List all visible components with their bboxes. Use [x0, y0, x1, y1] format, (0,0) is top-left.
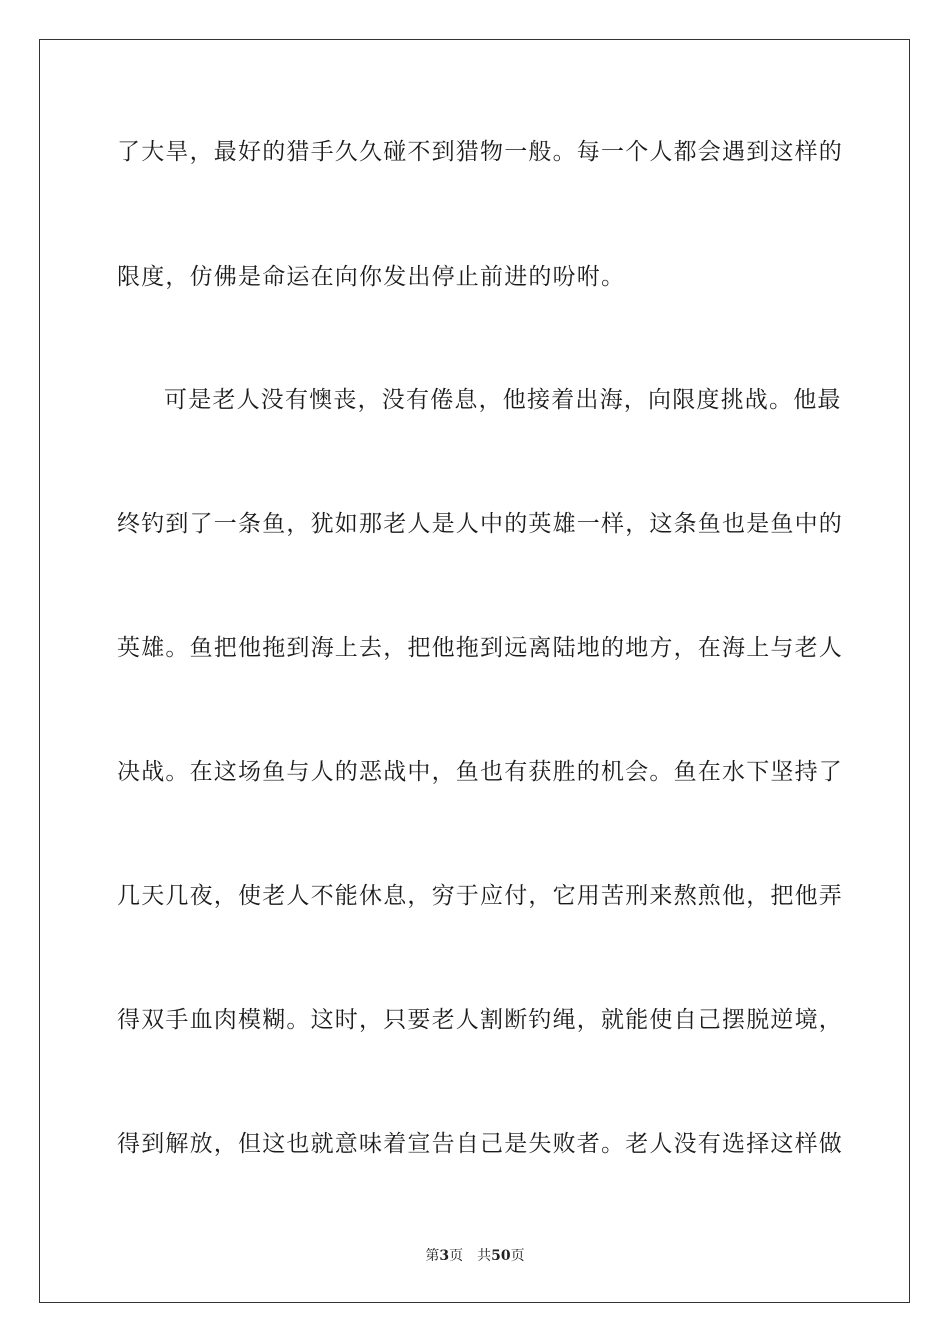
total-suffix: 页 [510, 1248, 525, 1264]
text-line-1: 了大旱，最好的猎手久久碰不到猎物一般。每一个人都会遇到这样的 [117, 139, 843, 165]
text-line-6: 决战。在这场鱼与人的恶战中，鱼也有获胜的机会。鱼在水下坚持了 [117, 759, 843, 785]
total-prefix: 共 [477, 1248, 492, 1264]
page-suffix: 页 [449, 1248, 464, 1264]
text-line-5: 英雄。鱼把他拖到海上去，把他拖到远离陆地的地方，在海上与老人 [117, 635, 843, 661]
page-border [39, 39, 910, 1303]
text-line-4: 终钓到了一条鱼，犹如那老人是人中的英雄一样，这条鱼也是鱼中的 [117, 511, 843, 537]
text-line-3: 可是老人没有懊丧，没有倦息，他接着出海，向限度挑战。他最 [164, 387, 842, 413]
page-footer [0, 1246, 950, 1266]
text-line-9: 得到解放，但这也就意味着宣告自己是失败者。老人没有选择这样做 [117, 1131, 843, 1157]
page-prefix: 第 [425, 1248, 440, 1264]
page-number: 3 [439, 1248, 450, 1264]
text-line-8: 得双手血肉模糊。这时，只要老人割断钓绳，就能使自己摆脱逆境， [117, 1007, 843, 1033]
text-line-2: 限度，仿佛是命运在向你发出停止前进的吩咐。 [117, 264, 626, 290]
total-pages: 50 [491, 1248, 511, 1264]
text-line-7: 几天几夜，使老人不能休息，穷于应付，它用苦刑来熬煎他，把他弄 [117, 883, 843, 909]
